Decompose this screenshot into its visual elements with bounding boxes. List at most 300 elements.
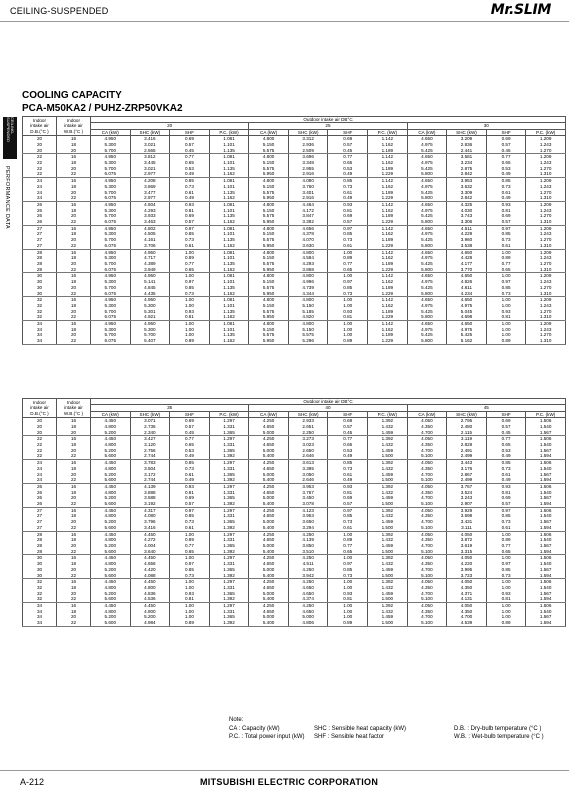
table-cell: 0.45 (486, 148, 526, 154)
table-cell: 0.97 (328, 279, 368, 285)
table-cell: 3.416 (130, 136, 170, 142)
table-cell: 27 (23, 225, 57, 231)
table-cell: 1.101 (209, 160, 249, 166)
table-cell: 0.81 (170, 596, 210, 602)
table-cell: 1.540 (526, 466, 566, 472)
table-cell: 5.950 (249, 219, 289, 225)
column-header: SHC (kW) (130, 129, 170, 135)
table-cell: 1.243 (526, 327, 566, 333)
table-cell: 18 (57, 279, 91, 285)
table-cell: 4.650 (249, 609, 289, 615)
table-cell: 0.49 (328, 171, 368, 177)
table-cell: 1.00 (170, 609, 210, 615)
table-cell: 4.250 (249, 418, 289, 424)
table-cell: 1.162 (368, 160, 408, 166)
table-cell: 4.800 (91, 585, 131, 591)
table-cell: 4.984 (130, 620, 170, 626)
table-cell: 4.800 (91, 609, 131, 615)
table-cell: 1.142 (368, 136, 408, 142)
table-cell: 0.93 (170, 591, 210, 597)
table-cell: 4.344 (288, 291, 328, 297)
table-cell: 24 (23, 472, 57, 478)
table-cell: 2.250 (288, 430, 328, 436)
table-cell: 0.85 (328, 460, 368, 466)
table-cell: 4.250 (249, 483, 289, 489)
page-number: A-212 (20, 777, 45, 787)
table-cell: 2.499 (447, 453, 487, 459)
table-cell: 4.350 (407, 424, 447, 430)
table-cell: 1.392 (368, 418, 408, 424)
table-cell: 4.450 (91, 460, 131, 466)
table-cell: 4.800 (288, 321, 328, 327)
table-cell: 0.73 (328, 184, 368, 190)
table-cell: 0.77 (170, 154, 210, 160)
table-cell: 2.115 (447, 430, 487, 436)
table-cell: 4.650 (407, 321, 447, 327)
table-cell: 0.97 (486, 507, 526, 513)
table-cell: 1.392 (209, 501, 249, 507)
column-header: SHC (kW) (447, 129, 487, 135)
table-cell: 1.297 (209, 436, 249, 442)
table-cell: 32 (23, 314, 57, 320)
table-cell: 5.600 (91, 549, 131, 555)
table-cell: 22 (57, 596, 91, 602)
table-cell: 34 (23, 620, 57, 626)
table-cell: 4.371 (447, 591, 487, 597)
table-cell: 0.77 (328, 154, 368, 160)
table-cell: 4.650 (407, 225, 447, 231)
table-cell: 1.500 (368, 620, 408, 626)
table-cell: 30 (23, 573, 57, 579)
table-cell: 0.61 (170, 525, 210, 531)
table-cell: 1.392 (368, 436, 408, 442)
table-cell: 1.392 (209, 525, 249, 531)
footer-divider (0, 770, 569, 771)
table-cell: 0.93 (328, 483, 368, 489)
table-cell: 27 (23, 231, 57, 237)
table-cell: 4.050 (407, 603, 447, 609)
table-cell: 1.392 (209, 549, 249, 555)
table-cell: 3.696 (288, 154, 328, 160)
table-cell: 6.075 (91, 195, 131, 201)
table-cell: 4.800 (249, 321, 289, 327)
table-cell: 0.85 (486, 231, 526, 237)
table-cell: 0.73 (170, 466, 210, 472)
table-cell: 0.85 (486, 285, 526, 291)
table-cell: 0.85 (486, 178, 526, 184)
table-cell: 3.477 (130, 190, 170, 196)
table-cell: 4.800 (249, 201, 289, 207)
table-cell: 1.594 (526, 620, 566, 626)
table-cell: 3.463 (130, 219, 170, 225)
table-cell: 1.500 (368, 525, 408, 531)
table-cell: 6.075 (91, 314, 131, 320)
table-cell: 4.950 (91, 321, 131, 327)
table-cell: 1.432 (368, 537, 408, 543)
table-cell: 1.209 (526, 154, 566, 160)
table-cell: 1.00 (170, 579, 210, 585)
table-cell: 0.61 (486, 525, 526, 531)
table-cell: 0.65 (486, 442, 526, 448)
outdoor-header: Outdoor intake air DB°C (91, 117, 566, 123)
table-cell: 5.425 (407, 309, 447, 315)
table-cell: 1.567 (526, 591, 566, 597)
table-cell: 1.459 (368, 591, 408, 597)
table-cell: 27 (23, 507, 57, 513)
table-cell: 4.800 (249, 297, 289, 303)
table-cell: 0.69 (328, 213, 368, 219)
table-cell: 26 (23, 208, 57, 214)
table-cell: 1.594 (526, 453, 566, 459)
table-cell: 4.350 (407, 609, 447, 615)
table-cell: 4.800 (91, 424, 131, 430)
table-cell: 1.365 (209, 519, 249, 525)
table-cell: 1.00 (170, 249, 210, 255)
table-cell: 4.293 (288, 261, 328, 267)
table-cell: 4.975 (407, 255, 447, 261)
table-cell: 2.744 (130, 453, 170, 459)
table-cell: 4.177 (447, 261, 487, 267)
column-header: P.C. (kW) (209, 129, 249, 135)
table-cell: 4.050 (407, 507, 447, 513)
table-cell: 0.65 (486, 160, 526, 166)
company-name: MITSUBISHI ELECTRIC CORPORATION (200, 777, 379, 787)
table-cell: 3.723 (447, 573, 487, 579)
table-cell: 3.243 (447, 495, 487, 501)
table-cell: 1.459 (368, 543, 408, 549)
table-cell: 22 (57, 195, 91, 201)
table-cell: 0.81 (486, 208, 526, 214)
table-cell: 16 (57, 273, 91, 279)
table-cell: 1.540 (526, 609, 566, 615)
table-cell: 0.49 (170, 477, 210, 483)
table-cell: 4.700 (407, 591, 447, 597)
table-cell: 16 (57, 321, 91, 327)
table-cell: 0.97 (170, 225, 210, 231)
table-cell: 6.075 (91, 267, 131, 273)
table-cell: 0.81 (328, 490, 368, 496)
table-cell: 4.536 (130, 596, 170, 602)
table-cell: 5.800 (407, 267, 447, 273)
table-cell: 5.600 (91, 501, 131, 507)
table-cell: 18 (57, 609, 91, 615)
table-cell: 4.250 (249, 436, 289, 442)
table-cell: 4.650 (249, 513, 289, 519)
table-cell: 30 (23, 291, 57, 297)
table-cell: 1.142 (368, 154, 408, 160)
table-cell: 0.73 (486, 184, 526, 190)
table-cell: 0.89 (486, 255, 526, 261)
table-cell: 1.365 (209, 591, 249, 597)
table-cell: 0.81 (328, 314, 368, 320)
table-cell: 0.49 (170, 195, 210, 201)
table-cell: 1.142 (368, 249, 408, 255)
table-cell: 30 (23, 561, 57, 567)
table-cell: 0.69 (486, 418, 526, 424)
table-cell: 0.49 (486, 195, 526, 201)
table-cell: 3.960 (447, 237, 487, 243)
table-cell: 1.506 (526, 483, 566, 489)
table-cell: 4.350 (407, 585, 447, 591)
table-cell: 1.392 (209, 453, 249, 459)
table-cell: 3.078 (288, 501, 328, 507)
table-cell: 5.575 (249, 148, 289, 154)
table-cell: 4.975 (407, 184, 447, 190)
table-cell: 0.81 (328, 208, 368, 214)
table-cell: 20 (57, 591, 91, 597)
table-cell: 4.650 (249, 442, 289, 448)
table-cell: 5.000 (249, 495, 289, 501)
table-cell: 0.97 (328, 507, 368, 513)
table-cell: 1.365 (209, 567, 249, 573)
table-cell: 3.443 (447, 460, 487, 466)
table-cell: 0.65 (170, 549, 210, 555)
table-cell: 1.162 (209, 338, 249, 344)
table-cell: 4.505 (130, 231, 170, 237)
table-cell: 0.85 (170, 231, 210, 237)
table-cell: 0.69 (486, 213, 526, 219)
table-cell: 1.00 (328, 303, 368, 309)
table-cell: 5.700 (91, 309, 131, 315)
table-row (23, 620, 566, 626)
table-cell: 1.00 (486, 585, 526, 591)
table-cell: 4.802 (130, 225, 170, 231)
column-header: SHF (170, 411, 210, 417)
table-cell: 1.135 (209, 285, 249, 291)
table-cell: 4.700 (407, 472, 447, 478)
table-cell: 3.619 (447, 543, 487, 549)
table-cell: 1.270 (526, 332, 566, 338)
table-cell: 4.700 (407, 567, 447, 573)
model-title: PCA-M50KA2 / PUHZ-ZRP50VKA2 (22, 103, 183, 114)
table-cell: 26 (23, 483, 57, 489)
table-cell: 4.975 (407, 231, 447, 237)
table-cell: 20 (57, 519, 91, 525)
table-cell: 1.270 (526, 309, 566, 315)
table-cell: 1.500 (368, 453, 408, 459)
table-cell: 3.209 (447, 136, 487, 142)
table-cell: 2.955 (288, 166, 328, 172)
table-cell: 5.000 (249, 567, 289, 573)
table-cell: 20 (57, 614, 91, 620)
table-cell: 1.00 (486, 327, 526, 333)
table-cell: 5.400 (249, 525, 289, 531)
table-cell: 1.00 (486, 555, 526, 561)
table-cell: 0.97 (170, 507, 210, 513)
table-cell: 3.273 (288, 436, 328, 442)
table-cell: 4.131 (447, 596, 487, 602)
table-cell: 2.499 (447, 477, 487, 483)
table-cell: 0.53 (486, 448, 526, 454)
table-cell: 5.000 (249, 614, 289, 620)
table-cell: 1.00 (486, 249, 526, 255)
table-cell: 0.85 (170, 178, 210, 184)
table-cell: 22 (23, 166, 57, 172)
table-cell: 1.189 (368, 148, 408, 154)
table-cell: 1.594 (526, 596, 566, 602)
table-cell: 1.00 (170, 273, 210, 279)
table-cell: 1.331 (209, 609, 249, 615)
table-cell: 5.600 (91, 477, 131, 483)
table-cell: 4.584 (288, 255, 328, 261)
table-cell: 3.847 (288, 213, 328, 219)
table-cell: 1.392 (209, 573, 249, 579)
table-cell: 1.432 (368, 609, 408, 615)
table-cell: 0.61 (486, 190, 526, 196)
table-cell: 0.73 (170, 519, 210, 525)
table-cell: 1.270 (526, 261, 566, 267)
table-cell: 4.800 (130, 585, 170, 591)
table-cell: 0.69 (328, 136, 368, 142)
column-header: SHC (kW) (447, 411, 487, 417)
table-cell: 5.150 (249, 303, 289, 309)
table-cell: 20 (57, 166, 91, 172)
column-header: SHF (486, 129, 526, 135)
column-header: SHF (486, 411, 526, 417)
table-cell: 4.975 (407, 279, 447, 285)
table-cell: 1.00 (170, 603, 210, 609)
table-cell: 3.312 (288, 136, 328, 142)
table-cell: 5.700 (91, 190, 131, 196)
table-cell: 32 (23, 309, 57, 315)
table-cell: 4.975 (407, 142, 447, 148)
table-cell: 4.139 (288, 537, 328, 543)
table-cell: 22 (23, 436, 57, 442)
table-cell: 1.142 (368, 273, 408, 279)
table-cell: 1.189 (368, 332, 408, 338)
table-cell: 4.921 (130, 314, 170, 320)
table-cell: 3.868 (288, 267, 328, 273)
table-cell: 5.150 (249, 184, 289, 190)
table-cell: 20 (23, 424, 57, 430)
table-cell: 3.538 (447, 243, 487, 249)
table-cell: 4.250 (249, 603, 289, 609)
table-cell: 5.700 (91, 237, 131, 243)
table-cell: 20 (57, 567, 91, 573)
table-cell: 1.135 (209, 261, 249, 267)
table-cell: 1.459 (368, 495, 408, 501)
table-cell: 4.350 (407, 466, 447, 472)
table-cell: 0.65 (328, 160, 368, 166)
table-cell: 4.229 (447, 231, 487, 237)
table-cell: 3.306 (447, 219, 487, 225)
table-cell: 5.150 (288, 327, 328, 333)
table-cell: 0.93 (170, 309, 210, 315)
table-cell: 0.73 (486, 519, 526, 525)
table-cell: 20 (23, 136, 57, 142)
table-cell: 0.93 (486, 483, 526, 489)
table-cell: 4.800 (91, 561, 131, 567)
column-header: SHC (kW) (288, 129, 328, 135)
table-cell: 28 (23, 543, 57, 549)
table-cell: 1.229 (368, 291, 408, 297)
table-cell: 1.365 (209, 430, 249, 436)
table-cell: 5.700 (91, 213, 131, 219)
table-cell: 6.075 (91, 219, 131, 225)
table-cell: 5.575 (249, 285, 289, 291)
table-cell: 0.57 (486, 219, 526, 225)
table-cell: 30 (23, 567, 57, 573)
table-cell: 1.567 (526, 430, 566, 436)
table-cell: 5.150 (249, 231, 289, 237)
table-cell: 1.162 (368, 255, 408, 261)
table-cell: 1.365 (209, 472, 249, 478)
table-cell: 3.850 (288, 543, 328, 549)
table-cell: 4.250 (288, 567, 328, 573)
table-cell: 3.023 (288, 442, 328, 448)
table-cell: 1.135 (209, 309, 249, 315)
table-cell: 1.162 (209, 195, 249, 201)
table-cell: 1.243 (526, 184, 566, 190)
table-cell: 1.243 (526, 303, 566, 309)
table-cell: 5.600 (91, 596, 131, 602)
table-cell: 0.77 (170, 261, 210, 267)
table-cell: 2.509 (288, 148, 328, 154)
table-cell: 0.49 (328, 453, 368, 459)
table-cell: 0.89 (170, 255, 210, 261)
table-cell: 1.459 (368, 614, 408, 620)
table-cell: 27 (23, 519, 57, 525)
table-cell: 4.650 (407, 297, 447, 303)
table-cell: 4.450 (91, 603, 131, 609)
table-cell: 4.650 (288, 585, 328, 591)
table-cell: 5.575 (249, 190, 289, 196)
table-cell: 1.135 (209, 166, 249, 172)
table-cell: 3.888 (130, 490, 170, 496)
table-cell: 1.270 (526, 190, 566, 196)
table-cell: 1.310 (526, 195, 566, 201)
table-cell: 0.89 (328, 537, 368, 543)
table-cell: 5.700 (91, 261, 131, 267)
table-cell: 26 (23, 213, 57, 219)
table-cell: 22 (23, 171, 57, 177)
table-cell: 5.575 (288, 332, 328, 338)
table-cell: 1.432 (368, 561, 408, 567)
table-cell: 0.49 (486, 477, 526, 483)
table-cell: 16 (57, 531, 91, 537)
table-cell: 1.594 (526, 501, 566, 507)
table-cell: 3.953 (288, 513, 328, 519)
table-cell: 1.00 (486, 332, 526, 338)
table-cell: 5.425 (407, 190, 447, 196)
table-cell: 4.650 (407, 136, 447, 142)
table-cell: 0.77 (170, 543, 210, 549)
table-cell: 22 (57, 549, 91, 555)
table-cell: 1.189 (368, 309, 408, 315)
table-cell: 4.700 (447, 614, 487, 620)
table-cell: 22 (23, 154, 57, 160)
table-cell: 0.53 (486, 166, 526, 172)
table-cell: 0.53 (328, 166, 368, 172)
table-cell: 4.650 (249, 537, 289, 543)
table-cell: 2.651 (288, 424, 328, 430)
table-cell: 4.700 (407, 495, 447, 501)
table-cell: 4.250 (249, 579, 289, 585)
table-cell: 22 (57, 291, 91, 297)
table-cell: 5.200 (91, 543, 131, 549)
table-cell: 3.706 (130, 243, 170, 249)
table-cell: 0.53 (170, 448, 210, 454)
table-cell: 5.000 (249, 519, 289, 525)
table-cell: 4.717 (130, 255, 170, 261)
table-cell: 4.161 (130, 237, 170, 243)
table-cell: 1.101 (209, 184, 249, 190)
column-header: SHC (kW) (130, 411, 170, 417)
table-cell: 1.101 (209, 279, 249, 285)
table-cell: 20 (57, 543, 91, 549)
table-cell: 2.842 (447, 171, 487, 177)
table-cell: 3.504 (130, 466, 170, 472)
